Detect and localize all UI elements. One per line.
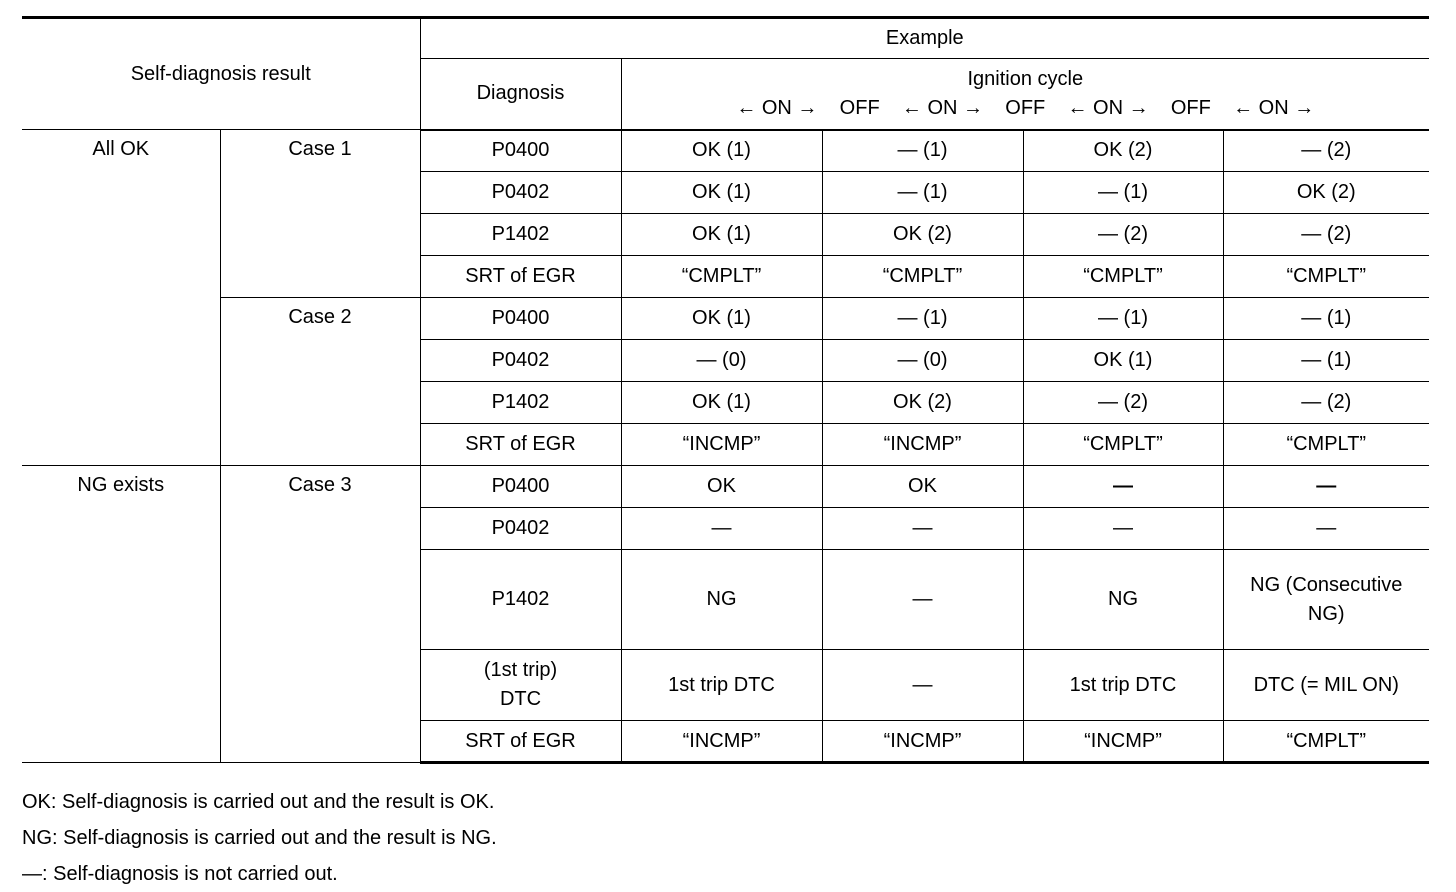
note-dash: —: Self-diagnosis is not carried out. (22, 863, 338, 885)
ignition-step: ← ON → (1067, 96, 1149, 119)
value-cell: — (1) (1223, 340, 1429, 382)
value-cell: — (2) (1223, 382, 1429, 424)
ignition-cycle-title: Ignition cycle (967, 67, 1084, 90)
header-self-diagnosis-result: Self-diagnosis result (22, 18, 420, 130)
case-2: Case 2 (220, 298, 420, 466)
value-cell: — (621, 508, 822, 550)
header-diagnosis: Diagnosis (420, 59, 621, 130)
value-cell: “INCMP” (621, 424, 822, 466)
value-cell: — (1) (822, 298, 1023, 340)
diagnosis-cell: P0400 (420, 130, 621, 172)
value-cell: “INCMP” (822, 424, 1023, 466)
value-cell: — (1223, 508, 1429, 550)
ignition-step: OFF (1170, 96, 1211, 119)
diagnosis-cell: (1st trip) DTC (420, 650, 621, 721)
diagnosis-cell: SRT of EGR (420, 721, 621, 763)
result-all-ok: All OK (22, 130, 220, 466)
value-cell: — (822, 508, 1023, 550)
diagnosis-cell: SRT of EGR (420, 424, 621, 466)
value-cell: — (1) (822, 172, 1023, 214)
value-cell: 1st trip DTC (1023, 650, 1223, 721)
value-cell: — (1) (1223, 298, 1429, 340)
value-cell: “INCMP” (1023, 721, 1223, 763)
table-row (22, 466, 1429, 508)
diagnosis-cell: P1402 (420, 214, 621, 256)
case-3: Case 3 (220, 466, 420, 763)
diagnosis-cell: SRT of EGR (420, 256, 621, 298)
self-diagnosis-table (22, 16, 1429, 764)
value-cell: 1st trip DTC (621, 650, 822, 721)
value-cell: — (1) (1023, 172, 1223, 214)
value-cell: OK (1) (621, 214, 822, 256)
value-cell: OK (822, 466, 1023, 508)
value-cell: OK (1) (621, 382, 822, 424)
value-cell: — (1023, 508, 1223, 550)
result-ng-exists: NG exists (22, 466, 220, 763)
value-cell: “CMPLT” (822, 256, 1023, 298)
diagnosis-cell: P0402 (420, 340, 621, 382)
legend-notes (22, 784, 497, 892)
value-cell: “INCMP” (822, 721, 1023, 763)
value-cell: “CMPLT” (1023, 256, 1223, 298)
diagnosis-cell: P0400 (420, 298, 621, 340)
value-cell: NG (1023, 550, 1223, 650)
ignition-step: ← ON → (736, 96, 818, 119)
value-cell: OK (1) (621, 130, 822, 172)
value-cell: “CMPLT” (1223, 256, 1429, 298)
diagnosis-cell: P0402 (420, 172, 621, 214)
value-cell: NG (621, 550, 822, 650)
value-cell: — (2) (1023, 382, 1223, 424)
diagnosis-cell: P0400 (420, 466, 621, 508)
value-cell: “CMPLT” (1223, 424, 1429, 466)
value-cell: — (1223, 466, 1429, 508)
diagnosis-cell: P0402 (420, 508, 621, 550)
value-cell: — (1) (822, 130, 1023, 172)
table-row (22, 298, 1429, 340)
value-cell: NG (Consecutive NG) (1223, 550, 1429, 650)
note-ng: NG: Self-diagnosis is carried out and the result is NG. (22, 827, 497, 849)
value-cell: — (0) (822, 340, 1023, 382)
ignition-step: OFF (1005, 96, 1046, 119)
case-1: Case 1 (220, 130, 420, 298)
table-row (22, 130, 1429, 172)
value-cell: — (2) (1223, 214, 1429, 256)
value-cell: OK (2) (1023, 130, 1223, 172)
ignition-step: OFF (839, 96, 880, 119)
value-cell: OK (1) (621, 298, 822, 340)
value-cell: — (822, 650, 1023, 721)
value-cell: OK (2) (1223, 172, 1429, 214)
value-cell: — (822, 550, 1023, 650)
diagnosis-cell: P1402 (420, 382, 621, 424)
ignition-step: ← ON → (1233, 96, 1315, 119)
diagnosis-cell: P1402 (420, 550, 621, 650)
header-example: Example (420, 18, 1429, 59)
value-cell: — (1023, 466, 1223, 508)
note-ok: OK: Self-diagnosis is carried out and the result is OK. (22, 791, 495, 813)
diagnosis-table-container (22, 16, 1429, 764)
value-cell: “CMPLT” (621, 256, 822, 298)
header-ignition-cycle (621, 59, 1429, 130)
ignition-step: ← ON → (901, 96, 984, 119)
value-cell: OK (621, 466, 822, 508)
value-cell: — (2) (1023, 214, 1223, 256)
value-cell: OK (1) (1023, 340, 1223, 382)
value-cell: OK (2) (822, 382, 1023, 424)
value-cell: — (1) (1023, 298, 1223, 340)
value-cell: — (0) (621, 340, 822, 382)
value-cell: DTC (= MIL ON) (1223, 650, 1429, 721)
value-cell: “CMPLT” (1223, 721, 1429, 763)
ignition-sequence (622, 93, 1430, 123)
value-cell: OK (1) (621, 172, 822, 214)
value-cell: “CMPLT” (1023, 424, 1223, 466)
value-cell: OK (2) (822, 214, 1023, 256)
value-cell: “INCMP” (621, 721, 822, 763)
value-cell: — (2) (1223, 130, 1429, 172)
